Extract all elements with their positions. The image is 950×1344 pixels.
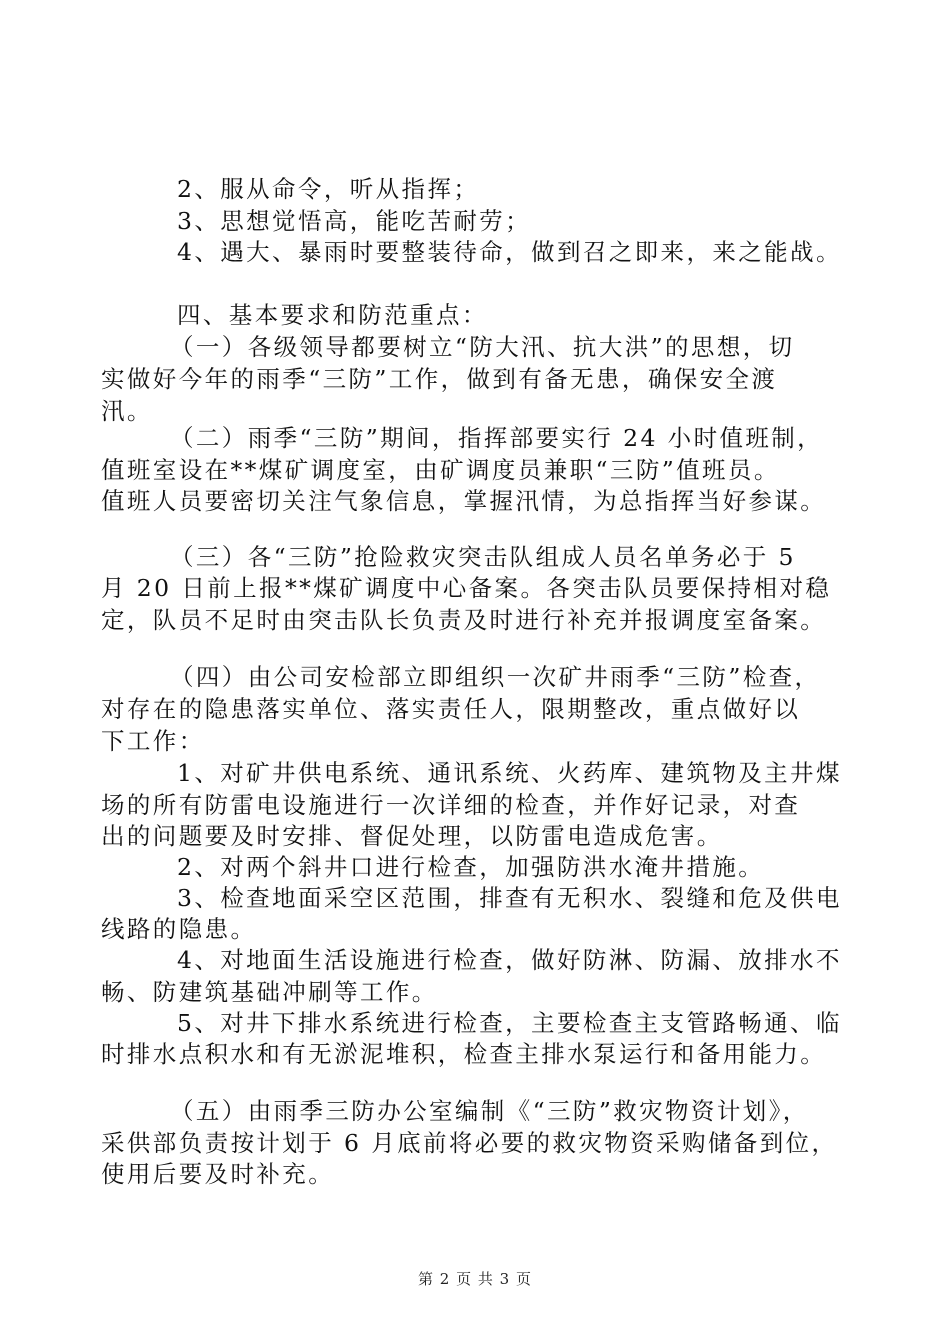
- text-line: 3、检查地面采空区范围，排查有无积水、裂缝和危及供电: [177, 884, 842, 912]
- text-line: 4、对地面生活设施进行检查，做好防淋、防漏、放排水不: [177, 946, 842, 974]
- text-line: 3、思想觉悟高，能吃苦耐劳；: [177, 207, 532, 235]
- section-heading: 四、基本要求和防范重点：: [177, 301, 488, 329]
- text-line: 4、遇大、暴雨时要整装待命，做到召之即来，来之能战。: [177, 238, 842, 266]
- text-line: （四）由公司安检部立即组织一次矿井雨季“三防”检查，: [170, 663, 821, 691]
- text-line: 时排水点积水和有无淤泥堆积，检查主排水泵运行和备用能力。: [101, 1040, 827, 1068]
- page-footer: 第 2 页 共 3 页: [418, 1270, 532, 1288]
- text-line: 月 20 日前上报**煤矿调度中心备案。各突击队员要保持相对稳: [101, 574, 832, 602]
- text-line: 5、对井下排水系统进行检查，主要检查主支管路畅通、临: [177, 1009, 842, 1037]
- text-line: 2、对两个斜井口进行检查，加强防洪水淹井措施。: [177, 853, 765, 881]
- text-line: 使用后要及时补充。: [101, 1160, 335, 1188]
- text-line: 畅、防建筑基础冲刷等工作。: [101, 978, 438, 1006]
- text-line: 下工作：: [101, 727, 205, 755]
- text-line: 值班室设在**煤矿调度室，由矿调度员兼职“三防”值班员。: [101, 456, 780, 484]
- text-line: 实做好今年的雨季“三防”工作，做到有备无患，确保安全渡: [101, 365, 778, 393]
- text-line: （一）各级领导都要树立“防大汛、抗大洪”的思想，切: [170, 333, 795, 361]
- text-line: 出的问题要及时安排、督促处理，以防雷电造成危害。: [101, 822, 723, 850]
- text-line: 采供部负责按计划于 6 月底前将必要的救灾物资采购储备到位，: [101, 1129, 838, 1157]
- text-line: 值班人员要密切关注气象信息，掌握汛情，为总指挥当好参谋。: [101, 487, 827, 515]
- text-line: （二）雨季“三防”期间，指挥部要实行 24 小时值班制，: [170, 424, 824, 452]
- text-line: 对存在的隐患落实单位、落实责任人，限期整改，重点做好以: [101, 695, 801, 723]
- text-line: 定，队员不足时由突击队长负责及时进行补充并报调度室备案。: [101, 606, 827, 634]
- text-line: 1、对矿井供电系统、通讯系统、火药库、建筑物及主井煤: [177, 759, 842, 787]
- text-line: 场的所有防雷电设施进行一次详细的检查，并作好记录，对查: [101, 791, 801, 819]
- text-line: 2、服从命令，听从指挥；: [177, 175, 480, 203]
- text-line: （五）由雨季三防办公室编制《“三防”救灾物资计划》，: [170, 1097, 809, 1125]
- text-line: 汛。: [101, 397, 153, 425]
- text-line: 线路的隐患。: [101, 915, 257, 943]
- text-line: （三）各“三防”抢险救灾突击队组成人员名单务必于 5: [170, 543, 796, 571]
